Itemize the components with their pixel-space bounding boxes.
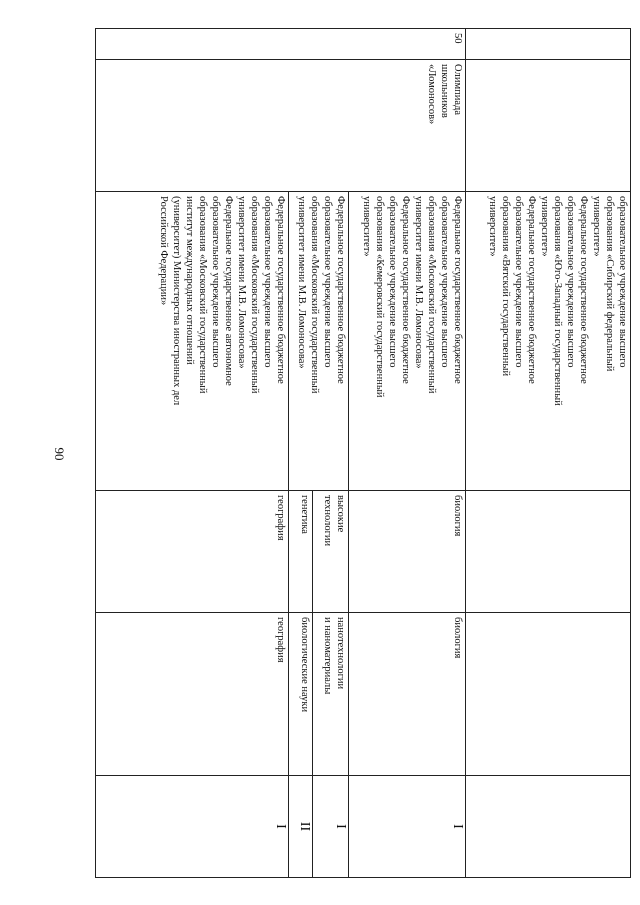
profile-cell: география: [96, 491, 289, 613]
subjects-cell: [466, 613, 631, 776]
subjects-cell: биологические науки: [289, 613, 313, 776]
number-cell: 50: [96, 29, 466, 60]
page-number: 90: [52, 447, 67, 461]
subjects-cell: биология: [349, 613, 466, 776]
profile-cell: [466, 491, 631, 613]
profile-cell: генетика: [289, 491, 313, 613]
level-cell: II: [289, 776, 313, 878]
olympiad-table: [95, 28, 631, 878]
level-cell: I: [96, 776, 289, 878]
number-cell: [466, 29, 631, 60]
profile-cell: биология: [349, 491, 466, 613]
organizers-cell: Федеральное государственное бюджетное образовательное учреждение высшего образования «Московский государственный университет имени М.В. Ломоносова» Федеральное государственное бюджетное образовательное учреждение высшего образования «Кемеровский государственный университет»: [349, 192, 466, 491]
profile-cell: высокие технологии: [313, 491, 349, 613]
olympiad-name-cell: Олимпиада школьников «Ломоносов»: [96, 60, 466, 192]
level-cell: [466, 776, 631, 878]
subjects-cell: география: [96, 613, 289, 776]
organizers-cell: Федеральное государственное бюджетное образовательное учреждение высшего образования «Московский государственный университет имени М.В. Ломоносова»: [289, 192, 349, 491]
table-row-continued: [466, 29, 631, 878]
level-cell: I: [349, 776, 466, 878]
organizers-cell: Федеральное государственное бюджетное образовательное учреждение высшего образования «Московский государственный университет имени М.В. Ломоносова» Федеральное государственное автономное образовательное учреждение высшего образования «Московский государственный институт международных отношений (университет) Министерства иностранных дел Российской Федерации»: [96, 192, 289, 491]
level-cell: I: [313, 776, 349, 878]
rotated-table-wrapper: [96, 28, 631, 877]
olympiad-name-cell: [466, 60, 631, 192]
table-row: [349, 29, 466, 878]
organizers-cell: образовательное учреждение высшего образования «Сибирский федеральный университет» Федеральное государственное бюджетное образовательное учреждение высшего образования «Юго-Западный государственный университет» Федеральное государственное бюджетное образовательное учреждение высшего образования «Вятский государственный университет»: [466, 192, 631, 491]
subjects-cell: нанотехнологии и наноматериалы: [313, 613, 349, 776]
